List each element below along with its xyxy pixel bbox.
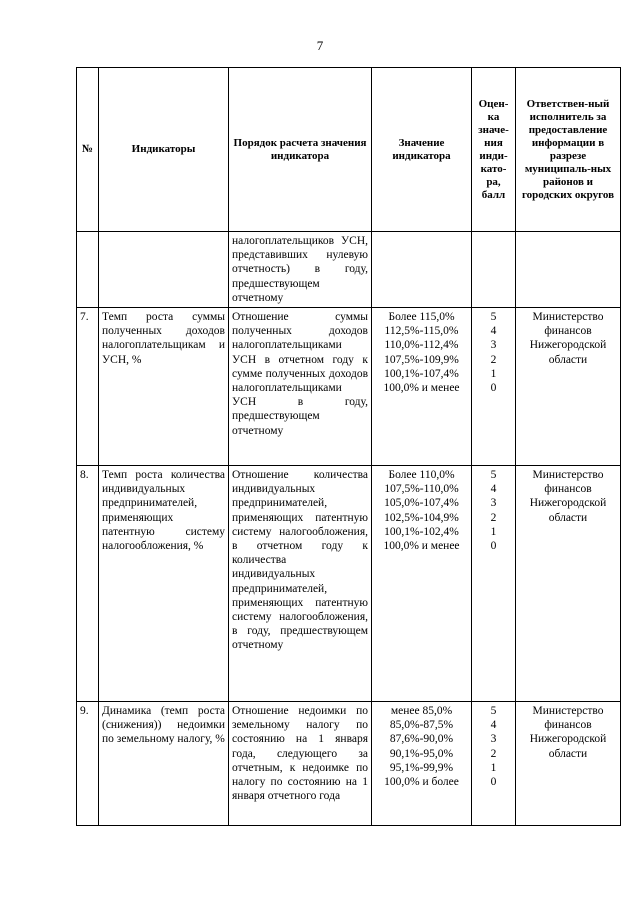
value-item: 112,5%-115,0% [384,325,459,338]
value-item: 107,5%-110,0% [384,483,459,496]
row-calc: Отношение количества индивидуальных предпринимателей, применяющих патентную систему налогообложения, в отчетном году к количества индивидуальных предпринимателей, применяющих патентную систему налогообложения, в году, предшествующем отчетному [229,466,372,702]
header-score: Оцен-ка значе-ния инди-като-ра, балл [472,68,516,232]
value-item: 110,0%-112,4% [384,339,459,352]
score-item: 1 [490,367,497,380]
table-row-continuation [77,232,621,308]
score-item: 0 [490,540,497,553]
row-scores [472,702,516,826]
value-item: Более 115,0% [388,311,455,324]
table-row [77,702,621,826]
score-item: 4 [490,325,497,338]
header-calc: Порядок расчета значения индикатора [229,68,372,232]
row-responsible: Министерство финансов Нижегородской области [516,466,621,702]
row-scores [472,466,516,702]
row-values [372,466,472,702]
row-values [372,308,472,466]
indicators-table [76,67,621,826]
row-responsible: Министерство финансов Нижегородской области [516,702,621,826]
score-item: 0 [490,382,497,395]
value-item: менее 85,0% [390,705,453,718]
row-indicator: Темп роста количества индивидуальных предпринимателей, применяющих патентную систему налогообложения, % [99,466,229,702]
score-item: 4 [490,719,497,732]
row-num: 8. [77,466,99,702]
score-item: 4 [490,483,497,496]
value-item: 100,0% и менее [383,540,460,553]
score-item: 3 [490,733,497,746]
row-num: 7. [77,308,99,466]
row-num: 9. [77,702,99,826]
continuation-calc: налогоплательщиков УСН, представивших нулевую отчетность) в году, предшествующем отчетному [229,232,372,308]
value-item: 105,0%-107,4% [384,497,459,510]
table-row [77,308,621,466]
value-item: 100,1%-107,4% [384,367,459,380]
header-num: № [77,68,99,232]
value-item: 100,0% и более [384,776,459,789]
score-item: 2 [490,511,497,524]
score-item: 5 [490,311,497,324]
row-scores [472,308,516,466]
page-number: 7 [316,38,324,53]
table-header-row [77,68,621,232]
value-item: Более 110,0% [388,469,455,482]
score-item: 3 [490,497,497,510]
value-item: 100,1%-102,4% [384,525,459,538]
header-responsible: Ответствен-ный исполнитель за предоставление информации в разрезе муниципаль-ных районов и городских округов [516,68,621,232]
score-item: 5 [490,705,497,718]
score-item: 2 [490,353,497,366]
score-item: 1 [490,525,497,538]
score-item: 1 [490,761,497,774]
value-item: 87,6%-90,0% [389,733,454,746]
header-indicators: Индикаторы [99,68,229,232]
value-item: 85,0%-87,5% [389,719,454,732]
value-item: 102,5%-104,9% [384,511,459,524]
header-value: Значение индикатора [372,68,472,232]
value-item: 107,5%-109,9% [384,353,459,366]
value-item: 90,1%-95,0% [389,747,454,760]
value-item: 95,1%-99,9% [389,761,454,774]
row-indicator: Динамика (темп роста (снижения)) недоимки по земельному налогу, % [99,702,229,826]
row-values [372,702,472,826]
score-item: 5 [490,469,497,482]
score-item: 0 [490,776,497,789]
row-calc: Отношение суммы полученных доходов налогоплательщиками УСН в отчетном году к сумме полученных доходов налогоплательщиками УСН в году, предшествующем отчетному [229,308,372,466]
row-indicator: Темп роста суммы полученных доходов налогоплательщикам и УСН, % [99,308,229,466]
row-calc: Отношение недоимки по земельному налогу по состоянию на 1 января года, следующего за отчетным, к недоимке по налогу по состоянию на 1 января отчетного года [229,702,372,826]
table-row [77,466,621,702]
score-item: 3 [490,339,497,352]
score-item: 2 [490,747,497,760]
row-responsible: Министерство финансов Нижегородской области [516,308,621,466]
value-item: 100,0% и менее [383,382,460,395]
